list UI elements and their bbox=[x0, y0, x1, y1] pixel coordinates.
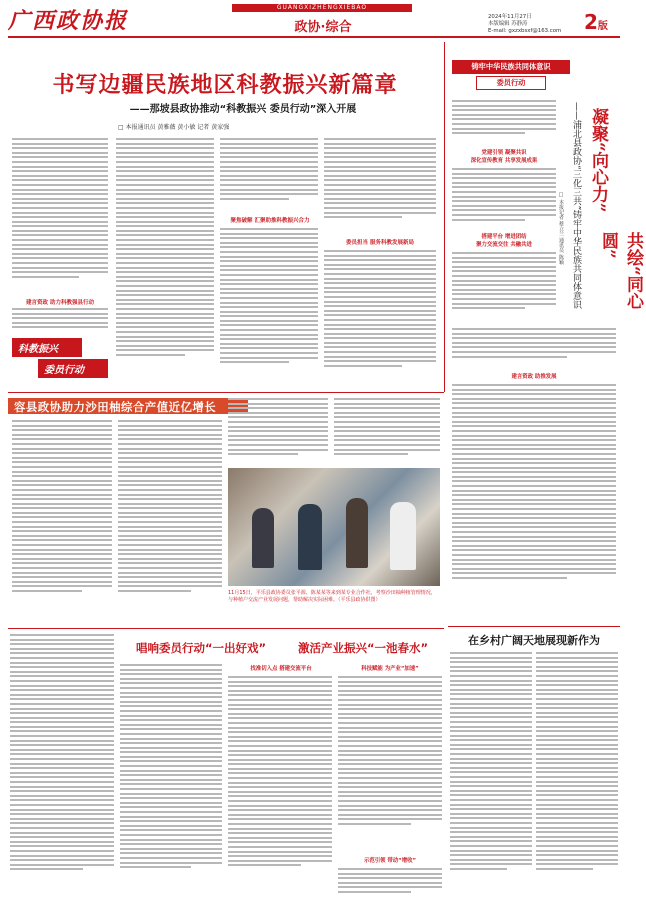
sidebar-byline: □ 本报记者 蔡立兰 通讯员 陈颖 bbox=[558, 192, 564, 265]
news-photo bbox=[228, 468, 440, 586]
lead-subhead: ——那坡县政协推动“科教振兴 委员行动”深入开展 bbox=[129, 104, 357, 115]
lead-col-1b bbox=[12, 308, 108, 334]
lead-col-4 bbox=[324, 138, 436, 234]
sidebar-subsection-3: 建言资政 助推发展 bbox=[511, 374, 557, 380]
article-3 bbox=[448, 630, 620, 902]
article-2-col-3 bbox=[228, 398, 328, 464]
section-title: 政协·综合 bbox=[294, 20, 352, 35]
editor-line: 本版编辑 苏静涛 bbox=[488, 21, 528, 27]
lead-headline: 书写边疆民族地区科教振兴新篇章 bbox=[52, 73, 398, 98]
article-2-col-1 bbox=[12, 420, 112, 620]
article-4-col-4b bbox=[338, 868, 442, 898]
pinyin-bar: GUANGXIZHENGXIEBAO bbox=[232, 4, 412, 12]
article-4-col-1 bbox=[10, 634, 114, 898]
article-2-headline: 容县政协助力沙田柚综合产值近亿增长 bbox=[14, 400, 217, 414]
photo-figure-1 bbox=[252, 508, 274, 568]
lead-col-1 bbox=[12, 138, 108, 288]
sidebar-banner-line-2: 委员行动 bbox=[476, 76, 546, 90]
article-4-col-4 bbox=[338, 676, 442, 852]
sidebar-subsection-2: 搭建平台 增进团结 bbox=[481, 234, 527, 240]
article-4-col-3 bbox=[228, 676, 332, 898]
sidebar-col-lower bbox=[452, 252, 556, 322]
sidebar-vertical-title-2: 共绘“同心圆” bbox=[598, 232, 643, 310]
photo-figure-2 bbox=[298, 504, 322, 570]
photo-figure-3 bbox=[346, 498, 368, 568]
article-2-col-2 bbox=[118, 420, 222, 620]
sidebar-subsection-1: 党建引领 凝聚共识 bbox=[481, 150, 527, 156]
lead-col-2 bbox=[116, 138, 214, 382]
sidebar-col-top bbox=[452, 100, 556, 144]
article-3-col-1 bbox=[450, 652, 532, 898]
logo-text: 广西政协报 bbox=[8, 8, 129, 34]
article-4-subsection-3: 示范引领 带动“增收” bbox=[363, 858, 417, 864]
lead-subsection-3: 委员担当 服务科教发展新局 bbox=[346, 240, 414, 246]
lead-byline: □ 本报通讯员 黄雅薇 黄小敏 记者 黄家强 bbox=[118, 124, 230, 131]
lead-subsection-2: 聚焦破解 汇聚助推科教振兴合力 bbox=[230, 218, 310, 224]
article-4 bbox=[8, 630, 444, 902]
article-2-col-4 bbox=[334, 398, 440, 464]
sidebar-vertical-title-1: 凝聚“向心力” bbox=[588, 108, 608, 213]
sidebar-wide-text bbox=[452, 328, 616, 366]
photo-caption: 11月15日，平乐县政协委员张平源、陈某某等来到某专业合作社，考察沙田柚种植管理情况，与种植户交流产业发展问题，帮助解决实际困难。（平乐县政协供图） bbox=[228, 590, 436, 603]
badge-line-1: 科教振兴 bbox=[12, 338, 82, 357]
article-4-rule bbox=[8, 628, 444, 629]
article-4-headline-b: 激活产业振兴“一池春水” bbox=[298, 641, 429, 655]
lead-subsection-1: 建言资政 助力科教强县行动 bbox=[26, 300, 94, 306]
lead-col-3 bbox=[220, 138, 318, 210]
article-3-col-2 bbox=[536, 652, 618, 898]
photo-figure-4 bbox=[390, 502, 416, 570]
column-divider bbox=[444, 42, 445, 392]
masthead-rule bbox=[8, 36, 620, 38]
sidebar-wide-text-2 bbox=[452, 384, 616, 614]
lead-col-3b bbox=[220, 228, 318, 382]
article-2-rule bbox=[8, 392, 444, 393]
article-4-subsection-1: 找准切入点 搭建交流平台 bbox=[250, 666, 312, 672]
lead-article bbox=[8, 42, 440, 386]
article-3-headline: 在乡村广阔天地展现新作为 bbox=[468, 634, 600, 647]
article-3-rule bbox=[448, 626, 620, 627]
masthead bbox=[0, 0, 628, 40]
date-line: 2024年11月27日 bbox=[488, 14, 532, 20]
article-4-col-2 bbox=[120, 664, 222, 898]
sidebar-article bbox=[448, 42, 643, 622]
page-number: 2版 bbox=[584, 10, 608, 34]
article-4-headline-a: 唱响委员行动“一出好戏” bbox=[136, 641, 267, 655]
email-line: E-mail: gxzxbsxf@163.com bbox=[488, 28, 562, 34]
sidebar-banner-line-1: 铸牢中华民族共同体意识 bbox=[452, 60, 570, 74]
badge bbox=[12, 338, 104, 378]
article-2 bbox=[8, 394, 444, 626]
sidebar-vertical-subtitle: ——浦北县政协“三化三共”铸牢中华民族共同体意识 bbox=[571, 102, 581, 310]
article-4-subsection-2: 科技赋能 为产业“加速” bbox=[361, 666, 419, 672]
date-info bbox=[488, 14, 580, 35]
badge-line-2: 委员行动 bbox=[38, 359, 108, 378]
lead-col-4b bbox=[324, 250, 436, 382]
sidebar-extra-2: 聚力交流交往 共融共进 bbox=[476, 242, 532, 248]
sidebar-col-mid bbox=[452, 168, 556, 230]
sidebar-banner bbox=[452, 60, 570, 94]
sidebar-extra-1: 深化宣传教育 共享发展成果 bbox=[470, 158, 538, 164]
newspaper-logo bbox=[8, 4, 158, 34]
